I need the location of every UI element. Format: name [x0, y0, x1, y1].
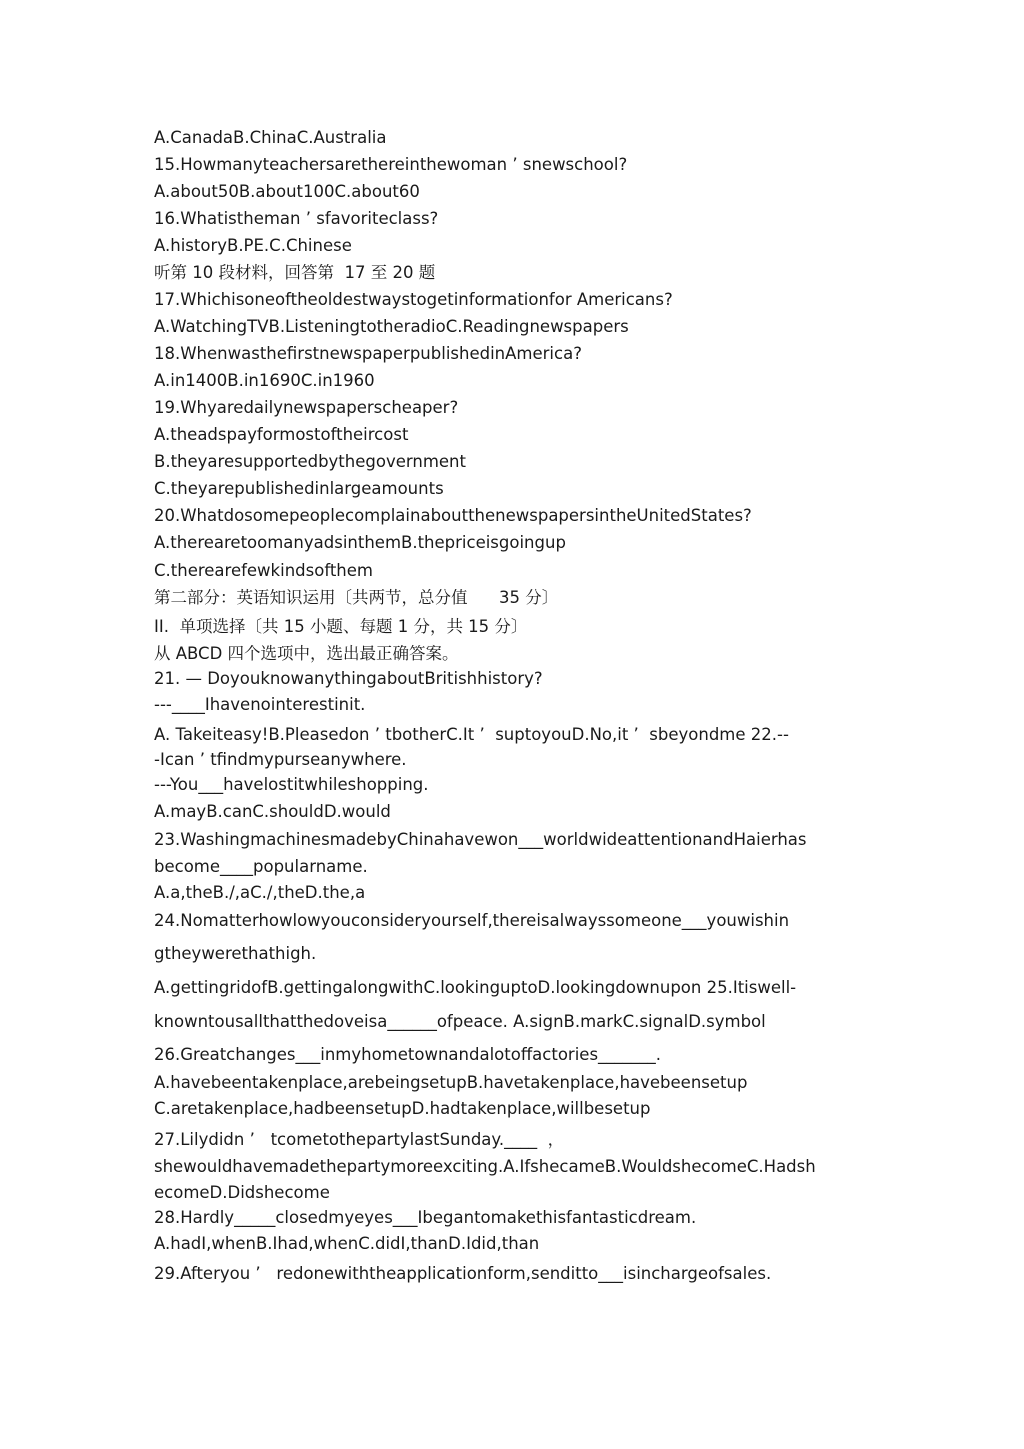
text-line: 27.Lilydidn ’ tcometothepartylastSunday.____ ， — [154, 1130, 565, 1149]
text-line: A.havebeentakenplace,arebeingsetupB.havetakenplace,havebeensetup — [154, 1073, 748, 1092]
text-line: A.therearetoomanyadsinthemB.thepriceisgoingup — [154, 533, 566, 552]
text-line: A. Takeiteasy!B.Pleasedon ’ tbotherC.It ’ suptoyouD.No,it ’ sbeyondme 22.-- — [154, 725, 789, 744]
text-line: -Ican ’ tfindmypurseanywhere. — [154, 750, 407, 769]
text-line: C.theyarepublishedinlargeamounts — [154, 479, 444, 498]
text-line: A.a,theB./,aC./,theD.the,a — [154, 883, 366, 902]
section-heading: II. 单项选择〔共 15 小题、每题 1 分，共 15 分〕 — [154, 617, 528, 636]
text-line: C.therearefewkindsofthem — [154, 561, 373, 580]
text-line: ---____Ihavenointerestinit. — [154, 695, 366, 714]
text-line: A.theadspayformostoftheircost — [154, 425, 409, 444]
text-line: 15.Howmanyteachersarethereinthewoman ’ snewschool? — [154, 155, 628, 174]
text-line: A.gettingridofB.gettingalongwithC.lookinguptoD.lookingdownupon 25.Itiswell- — [154, 978, 797, 997]
text-line: 18.WhenwasthefirstnewspaperpublishedinAmerica? — [154, 344, 582, 363]
text-line: 23.WashingmachinesmadebyChinahavewon___worldwideattentionandHaierhas — [154, 830, 807, 849]
text-line: 19.Whyaredailynewspaperscheaper? — [154, 398, 459, 417]
text-line: A.historyB.PE.C.Chinese — [154, 236, 352, 255]
text-line: 29.Afteryou ’ redonewiththeapplicationform,senditto___isinchargeofsales. — [154, 1264, 772, 1283]
text-line: 28.Hardly_____closedmyeyes___Ibegantomakethisfantasticdream. — [154, 1208, 697, 1227]
text-line: C.aretakenplace,hadbeensetupD.hadtakenplace,willbesetup — [154, 1099, 651, 1118]
text-line: A.mayB.canC.shouldD.would — [154, 802, 391, 821]
text-line: 16.Whatistheman ’ sfavoriteclass? — [154, 209, 439, 228]
text-line: A.about50B.about100C.about60 — [154, 182, 420, 201]
text-line: 17.Whichisoneoftheoldestwaystogetinformationfor Americans? — [154, 290, 673, 309]
text-line: 20.WhatdosomepeoplecomplainaboutthenewspapersintheUnitedStates? — [154, 506, 752, 525]
text-line: A.CanadaB.ChinaC.Australia — [154, 128, 387, 147]
text-line: B.theyaresupportedbythegovernment — [154, 452, 466, 471]
text-line: 24.Nomatterhowlowyouconsideryourself,thereisalwayssomeone___youwishin — [154, 911, 790, 930]
text-line: become____popularname. — [154, 857, 368, 876]
text-line: 26.Greatchanges___inmyhometownandalotoffactories_______. — [154, 1045, 662, 1064]
text-line: A.in1400B.in1690C.in1960 — [154, 371, 375, 390]
text-line: gtheywerethathigh. — [154, 944, 317, 963]
text-line: shewouldhavemadethepartymoreexciting.A.IfshecameB.WouldshecomeC.Hadsh — [154, 1157, 816, 1176]
section-heading: 第二部分：英语知识运用〔共两节，总分值 35 分〕 — [154, 588, 559, 607]
text-line: ecomeD.Didshecome — [154, 1183, 330, 1202]
text-line: 21. — DoyouknowanythingaboutBritishhistory? — [154, 669, 543, 688]
text-line: A.hadI,whenB.Ihad,whenC.didI,thanD.Idid,than — [154, 1234, 540, 1253]
text-line: A.WatchingTVB.ListeningtotheradioC.Readingnewspapers — [154, 317, 629, 336]
section-heading: 听第 10 段材料，回答第 17 至 20 题 — [154, 263, 436, 282]
text-line: ---You___havelostitwhileshopping. — [154, 775, 429, 794]
text-line: knowntousallthatthedoveisa______ofpeace. A.signB.markC.signalD.symbol — [154, 1012, 766, 1031]
section-instruction: 从 ABCD 四个选项中，选出最正确答案。 — [154, 644, 459, 663]
